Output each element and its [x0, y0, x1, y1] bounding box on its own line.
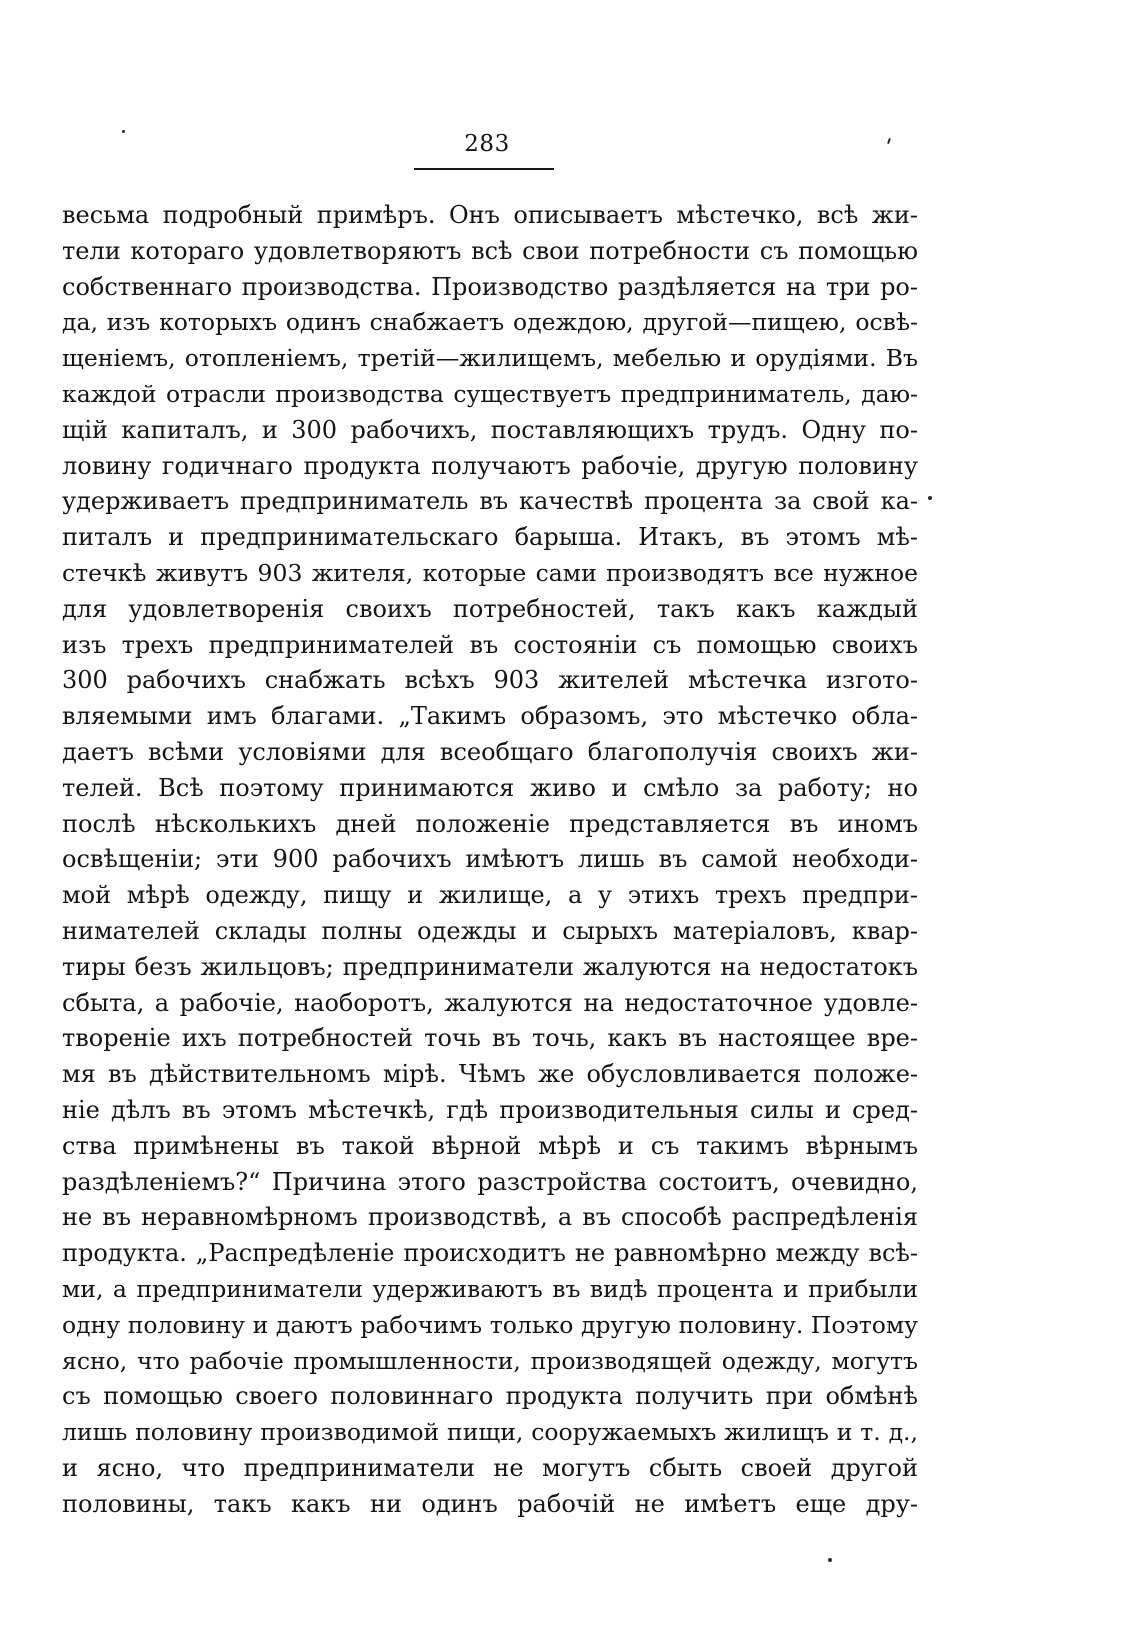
- text-line: ловину годичнаго продукта получаютъ рабочіе, другую половину: [62, 451, 918, 480]
- text-line: лишь половину производимой пищи, сооружаемыхъ жилищъ и т. д.,: [62, 1418, 918, 1447]
- text-line: щій капиталъ, и 300 рабочихъ, поставляющихъ трудъ. Одну по-: [62, 415, 918, 444]
- text-line: не въ неравномѣрномъ производствѣ, а въ способѣ распредѣленія: [62, 1203, 918, 1232]
- text-line: вляемыми имъ благами. „Такимъ образомъ, это мѣстечко обла-: [62, 702, 918, 731]
- text-line: изъ трехъ предпринимателей въ состояніи съ помощью своихъ: [62, 630, 918, 659]
- text-line: мя въ дѣйствительномъ мірѣ. Чѣмъ же обусловливается положе-: [62, 1060, 918, 1089]
- body-text: [62, 198, 918, 1522]
- text-line: для удовлетворенія своихъ потребностей, такъ какъ каждый: [62, 594, 918, 623]
- text-line: каждой отрасли производства существуетъ предприниматель, даю-: [62, 379, 918, 408]
- text-line: удерживаетъ предприниматель въ качествѣ процента за свой ка-: [62, 487, 918, 516]
- text-line: ства примѣнены въ такой вѣрной мѣрѣ и съ такимъ вѣрнымъ: [62, 1131, 918, 1160]
- page-number-rule: [414, 168, 554, 170]
- text-line: мой мѣрѣ одежду, пищу и жилище, а у этихъ трехъ предпри-: [62, 881, 918, 910]
- text-line: телей. Всѣ поэтому принимаются живо и смѣло за работу; но: [62, 773, 918, 802]
- text-line: собственнаго производства. Производство раздѣляется на три ро-: [62, 272, 918, 301]
- text-line: ясно, что рабочіе промышленности, производящей одежду, могутъ: [62, 1346, 918, 1375]
- text-line: весьма подробный примѣръ. Онъ описываетъ мѣстечко, всѣ жи-: [62, 201, 918, 229]
- text-line: твореніе ихъ потребностей точь въ точь, какъ въ настоящее вре-: [62, 1024, 918, 1053]
- text-line: съ помощью своего половиннаго продукта получить при обмѣнѣ: [62, 1382, 918, 1411]
- text-line: продукта. „Распредѣленіе происходитъ не равномѣрно между всѣ-: [62, 1239, 918, 1268]
- print-speck: [928, 496, 932, 500]
- text-line: 300 рабочихъ снабжать всѣхъ 903 жителей мѣстечка изгото-: [62, 666, 918, 695]
- print-speck: [828, 1558, 832, 1562]
- text-line: сбыта, а рабочіе, наоборотъ, жалуются на недостаточное удовле-: [62, 988, 918, 1017]
- text-line: и ясно, что предприниматели не могутъ сбыть своей другой: [62, 1453, 918, 1482]
- text-line: да, изъ которыхъ одинъ снабжаетъ одеждою, другой—пищею, освѣ-: [62, 308, 918, 337]
- text-line: половины, такъ какъ ни одинъ рабочій не имѣетъ еще дру-: [62, 1489, 918, 1518]
- text-line: ми, а предприниматели удерживаютъ въ видѣ процента и прибыли: [62, 1274, 918, 1303]
- text-line: послѣ нѣсколькихъ дней положеніе представляется въ иномъ: [62, 809, 918, 838]
- text-line: освѣщеніи; эти 900 рабочихъ имѣютъ лишь въ самой необходи-: [62, 845, 918, 874]
- text-line: раздѣленіемъ?“ Причина этого разстройства состоитъ, очевидно,: [62, 1167, 918, 1196]
- text-line: тиры безъ жильцовъ; предприниматели жалуются на недостатокъ: [62, 952, 918, 981]
- text-line: щеніемъ, отопленіемъ, третій—жилищемъ, мебелью и орудіями. Въ: [62, 344, 918, 373]
- text-line: ніе дѣлъ въ этомъ мѣстечкѣ, гдѣ производительныя силы и сред-: [62, 1095, 918, 1124]
- text-line: стечкѣ живутъ 903 жителя, которые сами производятъ все нужное: [62, 558, 918, 587]
- page-number: 283: [464, 131, 510, 157]
- text-line: питалъ и предпринимательскаго барыша. Итакъ, въ этомъ мѣ-: [62, 523, 918, 552]
- text-line: даетъ всѣми условіями для всеобщаго благополучія своихъ жи-: [62, 737, 918, 766]
- text-line: нимателей склады полны одежды и сырыхъ матеріаловъ, квар-: [62, 916, 918, 945]
- text-line: одну половину и даютъ рабочимъ только другую половину. Поэтому: [62, 1310, 918, 1339]
- text-line: тели котораго удовлетворяютъ всѣ свои потребности съ помощью: [62, 236, 918, 265]
